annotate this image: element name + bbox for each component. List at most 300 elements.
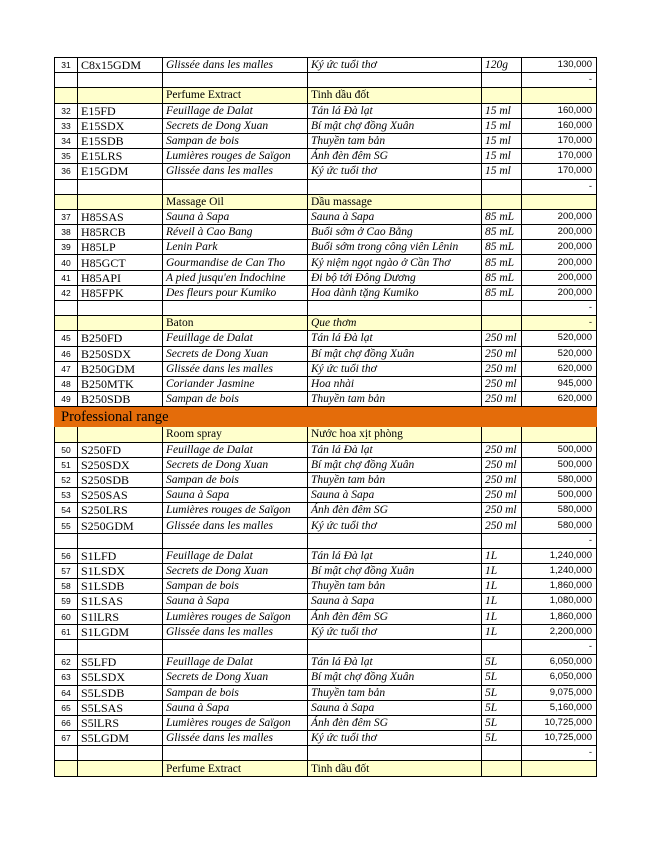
product-size: 5L — [482, 715, 522, 730]
product-code: S5lLRS — [78, 715, 163, 730]
product-name-fr: Sauna à Sapa — [163, 488, 308, 503]
product-size: 15 ml — [482, 133, 522, 148]
row-number: 50 — [55, 442, 78, 457]
size-cell — [482, 746, 522, 761]
category-name-fr: Room spray — [163, 427, 308, 442]
category-name-vn: Tinh dầu đốt — [308, 761, 482, 776]
product-price: 945,000 — [522, 376, 597, 391]
row-number: 52 — [55, 472, 78, 487]
product-name-vn: Tán lá Đà lạt — [308, 331, 482, 346]
product-name-vn: Ký ức tuổi thơ — [308, 624, 482, 639]
product-code: H85SAS — [78, 209, 163, 224]
product-row — [55, 331, 597, 346]
product-name-vn: Thuyền tam bản — [308, 133, 482, 148]
product-name-fr: Lumières rouges de Saïgon — [163, 149, 308, 164]
product-name-fr: Coriander Jasmine — [163, 376, 308, 391]
size-cell — [482, 427, 522, 442]
product-name-vn: Bí mật chợ đồng Xuân — [308, 346, 482, 361]
row-number: 49 — [55, 392, 78, 407]
price-cell — [522, 194, 597, 209]
row-number: 46 — [55, 346, 78, 361]
size-cell — [482, 194, 522, 209]
product-name-vn: Bí mật chợ đồng Xuân — [308, 457, 482, 472]
size-cell — [482, 179, 522, 194]
product-price: 1,860,000 — [522, 609, 597, 624]
product-name-vn: Thuyền tam bản — [308, 472, 482, 487]
product-name-fr: Sauna à Sapa — [163, 700, 308, 715]
product-name-fr: Lumières rouges de Saïgon — [163, 503, 308, 518]
product-price: 580,000 — [522, 472, 597, 487]
product-row — [55, 670, 597, 685]
product-size: 250 ml — [482, 472, 522, 487]
row-number-cell — [55, 301, 78, 316]
product-name-fr: Sauna à Sapa — [163, 594, 308, 609]
price-cell: - — [522, 316, 597, 331]
row-number-cell — [55, 427, 78, 442]
blank-row — [55, 533, 597, 548]
product-size: 5L — [482, 700, 522, 715]
row-number: 40 — [55, 255, 78, 270]
code-cell — [78, 179, 163, 194]
product-name-vn: Ký ức tuổi thơ — [308, 164, 482, 179]
name-fr-cell — [163, 533, 308, 548]
product-code: E15FD — [78, 103, 163, 118]
product-name-fr: Sampan de bois — [163, 579, 308, 594]
product-price: 170,000 — [522, 133, 597, 148]
product-name-vn: Sauna à Sapa — [308, 488, 482, 503]
product-name-fr: Sampan de bois — [163, 392, 308, 407]
blank-row — [55, 179, 597, 194]
product-name-fr: Glissée dans les malles — [163, 731, 308, 746]
product-name-vn: Bí mật chợ đồng Xuân — [308, 564, 482, 579]
category-row — [55, 194, 597, 209]
product-size: 1L — [482, 624, 522, 639]
row-number-cell — [55, 316, 78, 331]
product-row — [55, 503, 597, 518]
product-row — [55, 488, 597, 503]
product-price: 1,240,000 — [522, 548, 597, 563]
product-size: 85 mL — [482, 209, 522, 224]
row-number-cell — [55, 746, 78, 761]
product-row — [55, 346, 597, 361]
row-number: 51 — [55, 457, 78, 472]
product-size: 15 ml — [482, 103, 522, 118]
product-size: 250 ml — [482, 457, 522, 472]
product-row — [55, 149, 597, 164]
category-row — [55, 316, 597, 331]
product-size: 85 mL — [482, 285, 522, 300]
product-code: B250MTK — [78, 376, 163, 391]
row-number-cell — [55, 88, 78, 103]
product-name-fr: Lenin Park — [163, 240, 308, 255]
blank-row — [55, 639, 597, 654]
price-cell: - — [522, 639, 597, 654]
product-name-fr: Glissée dans les malles — [163, 624, 308, 639]
section-title: Professional range — [55, 407, 597, 427]
product-price: 1,860,000 — [522, 579, 597, 594]
product-size: 250 ml — [482, 361, 522, 376]
size-cell — [482, 639, 522, 654]
product-name-fr: Sampan de bois — [163, 472, 308, 487]
product-name-vn: Buổi sớm ở Cao Bằng — [308, 225, 482, 240]
product-row — [55, 133, 597, 148]
row-number: 38 — [55, 225, 78, 240]
product-row — [55, 685, 597, 700]
product-row — [55, 594, 597, 609]
product-name-fr: Feuillage de Dalat — [163, 655, 308, 670]
code-cell — [78, 316, 163, 331]
product-price: 160,000 — [522, 103, 597, 118]
size-cell — [482, 533, 522, 548]
product-size: 85 mL — [482, 225, 522, 240]
product-size: 5L — [482, 685, 522, 700]
product-price: 1,080,000 — [522, 594, 597, 609]
category-name-vn: Nước hoa xịt phòng — [308, 427, 482, 442]
product-code: E15SDX — [78, 118, 163, 133]
code-cell — [78, 194, 163, 209]
product-price: 170,000 — [522, 149, 597, 164]
row-number: 41 — [55, 270, 78, 285]
name-fr-cell — [163, 746, 308, 761]
product-code: S5LSAS — [78, 700, 163, 715]
product-name-fr: Sampan de bois — [163, 685, 308, 700]
product-code: E15GDM — [78, 164, 163, 179]
row-number-cell — [55, 533, 78, 548]
row-number: 55 — [55, 518, 78, 533]
product-name-vn: Hoa dành tặng Kumiko — [308, 285, 482, 300]
row-number-cell — [55, 73, 78, 88]
product-name-fr: Gourmandise de Can Tho — [163, 255, 308, 270]
product-code: H85API — [78, 270, 163, 285]
product-code: S250SAS — [78, 488, 163, 503]
row-number: 47 — [55, 361, 78, 376]
product-price: 200,000 — [522, 270, 597, 285]
product-size: 250 ml — [482, 392, 522, 407]
product-size: 1L — [482, 579, 522, 594]
product-name-vn: Hoa nhài — [308, 376, 482, 391]
price-cell — [522, 427, 597, 442]
product-name-fr: Sauna à Sapa — [163, 209, 308, 224]
product-size: 250 ml — [482, 488, 522, 503]
product-price: 500,000 — [522, 457, 597, 472]
size-cell — [482, 316, 522, 331]
product-name-vn: Tán lá Đà lạt — [308, 103, 482, 118]
product-code: B250FD — [78, 331, 163, 346]
row-number: 66 — [55, 715, 78, 730]
product-price: 580,000 — [522, 503, 597, 518]
product-row — [55, 700, 597, 715]
product-size: 5L — [482, 670, 522, 685]
product-name-vn: Buổi sớm trong công viên Lênin — [308, 240, 482, 255]
product-row — [55, 518, 597, 533]
row-number-cell — [55, 761, 78, 776]
name-vn-cell — [308, 746, 482, 761]
product-name-fr: Secrets de Dong Xuan — [163, 670, 308, 685]
category-name-vn: Dầu massage — [308, 194, 482, 209]
product-row — [55, 240, 597, 255]
product-name-fr: Secrets de Dong Xuan — [163, 118, 308, 133]
row-number: 58 — [55, 579, 78, 594]
product-row — [55, 579, 597, 594]
product-price: 1,240,000 — [522, 564, 597, 579]
name-vn-cell — [308, 301, 482, 316]
row-number: 39 — [55, 240, 78, 255]
product-row — [55, 285, 597, 300]
product-price: 6,050,000 — [522, 670, 597, 685]
code-cell — [78, 746, 163, 761]
row-number: 65 — [55, 700, 78, 715]
product-name-vn: Sauna à Sapa — [308, 594, 482, 609]
product-name-vn: Ký ức tuổi thơ — [308, 731, 482, 746]
row-number: 45 — [55, 331, 78, 346]
price-cell: - — [522, 179, 597, 194]
row-number: 53 — [55, 488, 78, 503]
price-table — [54, 57, 597, 777]
product-size: 5L — [482, 655, 522, 670]
row-number: 67 — [55, 731, 78, 746]
product-name-fr: Glissée dans les malles — [163, 518, 308, 533]
product-row — [55, 548, 597, 563]
product-code: H85RCB — [78, 225, 163, 240]
product-name-vn: Bí mật chợ đồng Xuân — [308, 118, 482, 133]
product-row — [55, 472, 597, 487]
price-table-body — [55, 58, 597, 777]
row-number: 31 — [55, 58, 78, 73]
product-code: S5LFD — [78, 655, 163, 670]
row-number: 33 — [55, 118, 78, 133]
product-size: 250 ml — [482, 503, 522, 518]
product-row — [55, 58, 597, 73]
product-code: H85LP — [78, 240, 163, 255]
product-code: S1LGDM — [78, 624, 163, 639]
product-name-fr: Feuillage de Dalat — [163, 331, 308, 346]
product-price: 520,000 — [522, 331, 597, 346]
price-cell: - — [522, 301, 597, 316]
product-row — [55, 164, 597, 179]
product-price: 10,725,000 — [522, 731, 597, 746]
product-size: 250 ml — [482, 442, 522, 457]
product-row — [55, 118, 597, 133]
product-price: 200,000 — [522, 240, 597, 255]
size-cell — [482, 73, 522, 88]
product-name-fr: Glissée dans les malles — [163, 164, 308, 179]
name-vn-cell — [308, 73, 482, 88]
row-number: 62 — [55, 655, 78, 670]
product-code: S1LFD — [78, 548, 163, 563]
product-price: 200,000 — [522, 255, 597, 270]
product-price: 160,000 — [522, 118, 597, 133]
product-name-vn: Tán lá Đà lạt — [308, 442, 482, 457]
product-name-vn: Ký ức tuổi thơ — [308, 58, 482, 73]
product-size: 1L — [482, 564, 522, 579]
product-price: 200,000 — [522, 285, 597, 300]
product-row — [55, 731, 597, 746]
row-number-cell — [55, 639, 78, 654]
product-code: S250FD — [78, 442, 163, 457]
row-number: 60 — [55, 609, 78, 624]
product-row — [55, 609, 597, 624]
code-cell — [78, 427, 163, 442]
blank-row — [55, 746, 597, 761]
product-name-vn: Ký ức tuổi thơ — [308, 361, 482, 376]
product-name-vn: Sauna à Sapa — [308, 209, 482, 224]
row-number: 61 — [55, 624, 78, 639]
product-code: S1LSAS — [78, 594, 163, 609]
product-size: 85 mL — [482, 270, 522, 285]
product-code: H85GCT — [78, 255, 163, 270]
product-row — [55, 255, 597, 270]
product-name-vn: Thuyền tam bản — [308, 579, 482, 594]
product-row — [55, 361, 597, 376]
product-name-vn: Ký ức tuổi thơ — [308, 518, 482, 533]
product-code: S250SDX — [78, 457, 163, 472]
product-name-fr: Secrets de Dong Xuan — [163, 457, 308, 472]
product-name-fr: A pied jusqu'en Indochine — [163, 270, 308, 285]
code-cell — [78, 301, 163, 316]
blank-row — [55, 73, 597, 88]
size-cell — [482, 301, 522, 316]
category-name-fr: Perfume Extract — [163, 88, 308, 103]
category-name-vn: Tinh dầu đốt — [308, 88, 482, 103]
product-name-vn: Tán lá Đà lạt — [308, 655, 482, 670]
product-size: 15 ml — [482, 118, 522, 133]
name-vn-cell — [308, 639, 482, 654]
product-row — [55, 225, 597, 240]
product-price: 500,000 — [522, 488, 597, 503]
product-name-fr: Lumières rouges de Saïgon — [163, 609, 308, 624]
product-price: 5,160,000 — [522, 700, 597, 715]
product-size: 250 ml — [482, 518, 522, 533]
price-cell — [522, 761, 597, 776]
product-price: 200,000 — [522, 209, 597, 224]
product-price: 620,000 — [522, 392, 597, 407]
name-fr-cell — [163, 73, 308, 88]
product-size: 250 ml — [482, 346, 522, 361]
product-name-fr: Glissée dans les malles — [163, 361, 308, 376]
product-size: 1L — [482, 548, 522, 563]
product-code: E15SDB — [78, 133, 163, 148]
product-name-fr: Feuillage de Dalat — [163, 442, 308, 457]
product-name-fr: Réveil à Cao Bang — [163, 225, 308, 240]
product-row — [55, 715, 597, 730]
product-size: 15 ml — [482, 149, 522, 164]
product-size: 1L — [482, 609, 522, 624]
product-size: 250 ml — [482, 376, 522, 391]
product-name-vn: Thuyền tam bản — [308, 685, 482, 700]
product-code: S1lLRS — [78, 609, 163, 624]
product-row — [55, 103, 597, 118]
row-number: 57 — [55, 564, 78, 579]
product-row — [55, 624, 597, 639]
code-cell — [78, 639, 163, 654]
product-price: 9,075,000 — [522, 685, 597, 700]
product-code: S5LGDM — [78, 731, 163, 746]
product-name-fr: Lumières rouges de Saïgon — [163, 715, 308, 730]
price-cell — [522, 88, 597, 103]
product-name-vn: Bí mật chợ đồng Xuân — [308, 670, 482, 685]
row-number: 35 — [55, 149, 78, 164]
product-size: 85 mL — [482, 240, 522, 255]
product-code: S1LSDX — [78, 564, 163, 579]
product-name-fr: Des fleurs pour Kumiko — [163, 285, 308, 300]
product-name-fr: Secrets de Dong Xuan — [163, 564, 308, 579]
product-size: 85 mL — [482, 255, 522, 270]
product-code: E15LRS — [78, 149, 163, 164]
product-code: S250GDM — [78, 518, 163, 533]
code-cell — [78, 88, 163, 103]
product-name-fr: Feuillage de Dalat — [163, 548, 308, 563]
category-name-vn: Que thơm — [308, 316, 482, 331]
product-size: 5L — [482, 731, 522, 746]
product-price: 170,000 — [522, 164, 597, 179]
price-cell: - — [522, 533, 597, 548]
product-code: C8x15GDM — [78, 58, 163, 73]
product-price: 620,000 — [522, 361, 597, 376]
product-name-vn: Ánh đèn đêm SG — [308, 715, 482, 730]
product-code: H85FPK — [78, 285, 163, 300]
row-number: 56 — [55, 548, 78, 563]
price-cell: - — [522, 746, 597, 761]
product-row — [55, 655, 597, 670]
row-number: 48 — [55, 376, 78, 391]
product-price: 10,725,000 — [522, 715, 597, 730]
code-cell — [78, 73, 163, 88]
product-code: S250LRS — [78, 503, 163, 518]
row-number: 32 — [55, 103, 78, 118]
product-name-fr: Glissée dans les malles — [163, 58, 308, 73]
section-header-row — [55, 407, 597, 427]
product-row — [55, 376, 597, 391]
name-vn-cell — [308, 533, 482, 548]
product-size: 120g — [482, 58, 522, 73]
product-row — [55, 457, 597, 472]
product-name-fr: Secrets de Dong Xuan — [163, 346, 308, 361]
product-code: S5LSDX — [78, 670, 163, 685]
row-number: 36 — [55, 164, 78, 179]
row-number: 42 — [55, 285, 78, 300]
product-row — [55, 564, 597, 579]
product-name-vn: Tán lá Đà lạt — [308, 548, 482, 563]
product-code: S250SDB — [78, 472, 163, 487]
category-name-fr: Massage Oil — [163, 194, 308, 209]
product-name-vn: Thuyền tam bản — [308, 392, 482, 407]
code-cell — [78, 761, 163, 776]
product-price: 200,000 — [522, 225, 597, 240]
product-code: B250SDX — [78, 346, 163, 361]
product-row — [55, 270, 597, 285]
row-number: 64 — [55, 685, 78, 700]
product-row — [55, 442, 597, 457]
product-price: 520,000 — [522, 346, 597, 361]
product-price: 580,000 — [522, 518, 597, 533]
price-cell: - — [522, 73, 597, 88]
category-row — [55, 427, 597, 442]
name-vn-cell — [308, 179, 482, 194]
product-price: 130,000 — [522, 58, 597, 73]
row-number: 59 — [55, 594, 78, 609]
product-name-vn: Sauna à Sapa — [308, 700, 482, 715]
product-size: 1L — [482, 594, 522, 609]
price-list-sheet — [54, 57, 596, 777]
size-cell — [482, 761, 522, 776]
product-size: 250 ml — [482, 331, 522, 346]
size-cell — [482, 88, 522, 103]
category-name-fr: Perfume Extract — [163, 761, 308, 776]
product-row — [55, 209, 597, 224]
category-name-fr: Baton — [163, 316, 308, 331]
product-price: 6,050,000 — [522, 655, 597, 670]
product-code: B250GDM — [78, 361, 163, 376]
